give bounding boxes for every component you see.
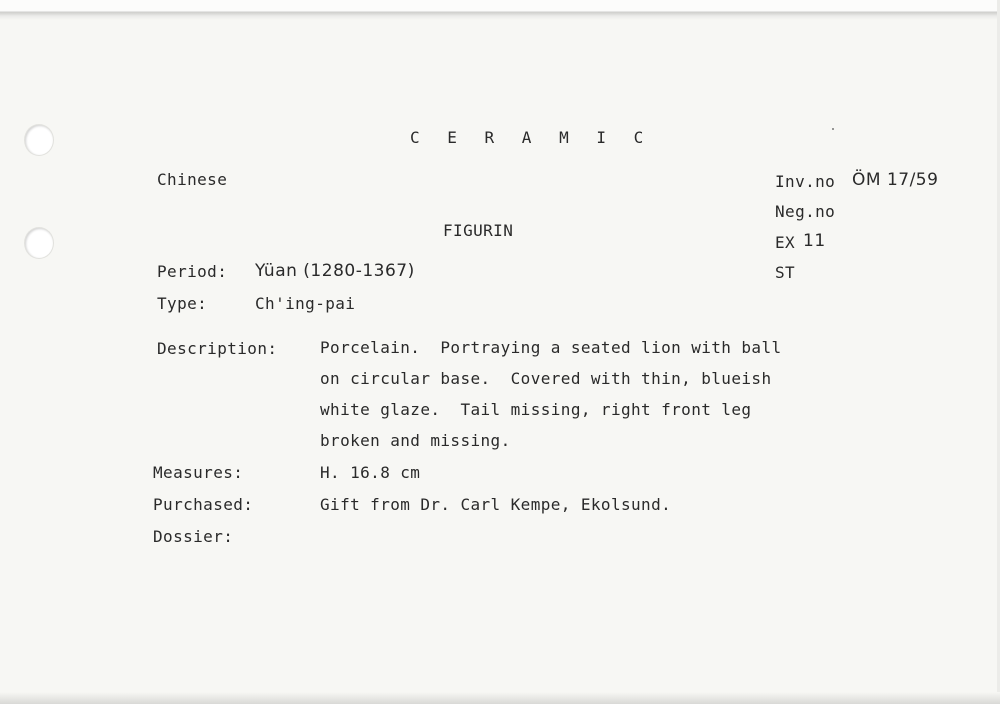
paper-speck: [832, 128, 834, 130]
purchased-label: Purchased:: [153, 495, 254, 514]
dossier-label: Dossier:: [153, 527, 234, 546]
type-value: Ch'ing-pai: [255, 294, 356, 313]
description-line: on circular base. Covered with thin, blueish: [320, 369, 772, 388]
object-name: FIGURIN: [443, 221, 514, 240]
description-line: broken and missing.: [320, 431, 511, 450]
purchased-value: Gift from Dr. Carl Kempe, Ekolsund.: [320, 495, 672, 514]
period-label: Period:: [157, 262, 228, 281]
description-line: Porcelain. Portraying a seated lion with ball: [320, 338, 782, 357]
description-label: Description:: [157, 339, 278, 358]
st-label: ST: [775, 263, 796, 282]
inventory-number-label: Inv.no: [775, 172, 836, 191]
period-value: Yüan (1280-1367): [255, 261, 415, 281]
ex-label: EX: [775, 233, 796, 252]
description-line: white glaze. Tail missing, right front leg: [320, 400, 752, 419]
card-bottom-edge: [0, 692, 1000, 704]
category-heading: C E R A M I C: [410, 128, 653, 147]
negative-number-label: Neg.no: [775, 202, 836, 221]
measures-label: Measures:: [153, 463, 244, 482]
card-top-edge: [0, 0, 1000, 20]
type-label: Type:: [157, 294, 208, 313]
inventory-number-value: ÖM 17/59: [852, 170, 939, 190]
punch-hole-top: [25, 125, 53, 155]
origin-label: Chinese: [157, 170, 228, 189]
measures-value: H. 16.8 cm: [320, 463, 421, 482]
punch-hole-bottom: [25, 228, 53, 258]
ex-value: 11: [803, 231, 826, 251]
